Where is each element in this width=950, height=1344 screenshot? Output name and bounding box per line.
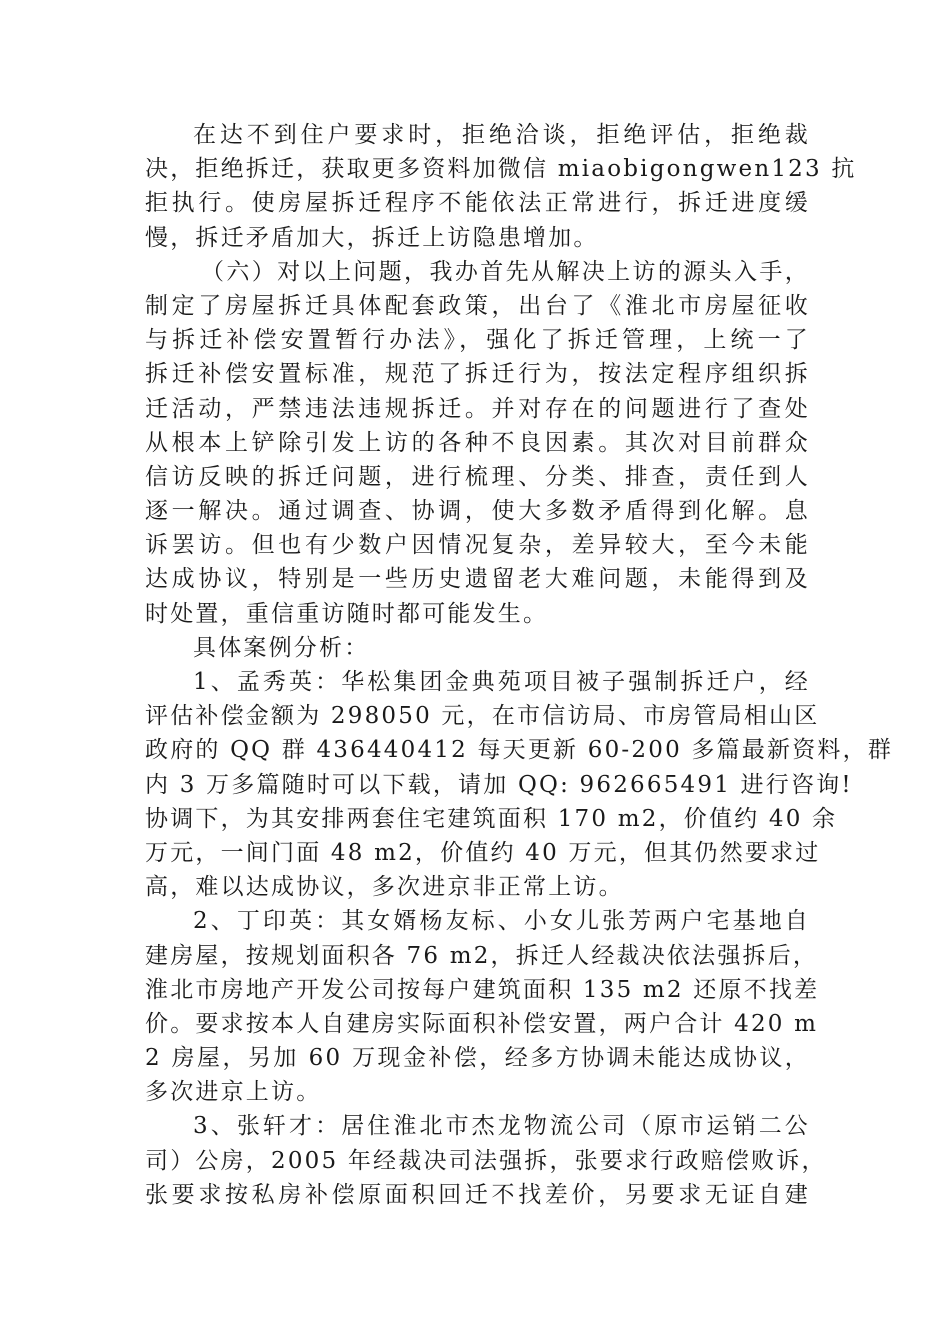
- text-line: 多次进京上访。: [145, 1079, 322, 1106]
- text-line: 逐一解决。通过调查、协调，使大多数矛盾得到化解。息: [145, 498, 810, 525]
- text-line: 司）公房，2005 年经裁决司法强拆，张要求行政赔偿败诉，: [145, 1147, 827, 1174]
- text-line: 价。要求按本人自建房实际面积补偿安置，两户合计 420 m: [145, 1010, 819, 1037]
- text-line: 迁活动，严禁违法违规拆迁。并对存在的问题进行了查处: [145, 395, 810, 422]
- text-line: 诉罢访。但也有少数户因情况复杂，差异较大，至今未能: [145, 532, 810, 559]
- text-line: 内 3 万多篇随时可以下载，请加 QQ: 962665491 进行咨询!: [145, 771, 853, 798]
- text-line: 建房屋，按规划面积各 76 m2，拆迁人经裁决依法强拆后，: [145, 942, 819, 969]
- text-line: 具体案例分析：: [193, 634, 370, 661]
- document-body: [145, 118, 894, 1212]
- text-line: 从根本上铲除引发上访的各种不良因素。其次对目前群众: [145, 429, 810, 456]
- text-line: 制定了房屋拆迁具体配套政策，出台了《淮北市房屋征收: [145, 292, 810, 319]
- text-line: 时处置，重信重访随时都可能发生。: [145, 600, 549, 627]
- text-line: 信访反映的拆迁问题，进行梳理、分类、排查，责任到人: [145, 463, 810, 490]
- text-line: 在达不到住户要求时，拒绝洽谈，拒绝评估，拒绝裁: [193, 122, 810, 148]
- text-line: 淮北市房地产开发公司按每户建筑面积 135 m2 还原不找差: [145, 976, 820, 1003]
- text-line: 张要求按私房补偿原面积回迁不找差价，另要求无证自建: [145, 1181, 810, 1208]
- text-line: 万元，一间门面 48 m2，价值约 40 万元，但其仍然要求过: [145, 839, 821, 866]
- text-line: 协调下，为其安排两套住宅建筑面积 170 m2，价值约 40 余: [145, 805, 838, 832]
- text-line: 评估补偿金额为 298050 元，在市信访局、市房管局相山区: [145, 703, 820, 730]
- text-line: 与拆迁补偿安置暂行办法》，强化了拆迁管理，上统一了: [145, 327, 810, 354]
- text-line: 政府的 QQ 群 436440412 每天更新 60-200 多篇最新资料，群: [145, 737, 894, 764]
- text-line: 拒执行。使房屋拆迁程序不能依法正常进行，拆迁进度缓: [145, 190, 810, 217]
- text-line: 2、丁印英：其女婿杨友标、小女儿张芳两户宅基地自: [193, 908, 810, 935]
- text-line: 拆迁补偿安置标准，规范了拆迁行为，按法定程序组织拆: [145, 361, 810, 388]
- text-line: （六）对以上问题，我办首先从解决上访的源头入手，: [201, 258, 810, 285]
- text-line: 决，拒绝拆迁，获取更多资料加微信 miaobigongwen123 抗: [145, 156, 857, 183]
- text-line: 高，难以达成协议，多次进京非正常上访。: [145, 874, 624, 901]
- text-line: 2 房屋，另加 60 万现金补偿，经多方协调未能达成协议，: [145, 1045, 810, 1072]
- text-line: 达成协议，特别是一些历史遗留老大难问题，未能得到及: [145, 566, 810, 593]
- text-line: 3、张轩才：居住淮北市杰龙物流公司（原市运销二公: [193, 1113, 810, 1140]
- text-line: 1、孟秀英：华松集团金典苑项目被子强制拆迁户，经: [193, 669, 810, 695]
- text-line: 慢，拆迁矛盾加大，拆迁上访隐患增加。: [145, 224, 599, 251]
